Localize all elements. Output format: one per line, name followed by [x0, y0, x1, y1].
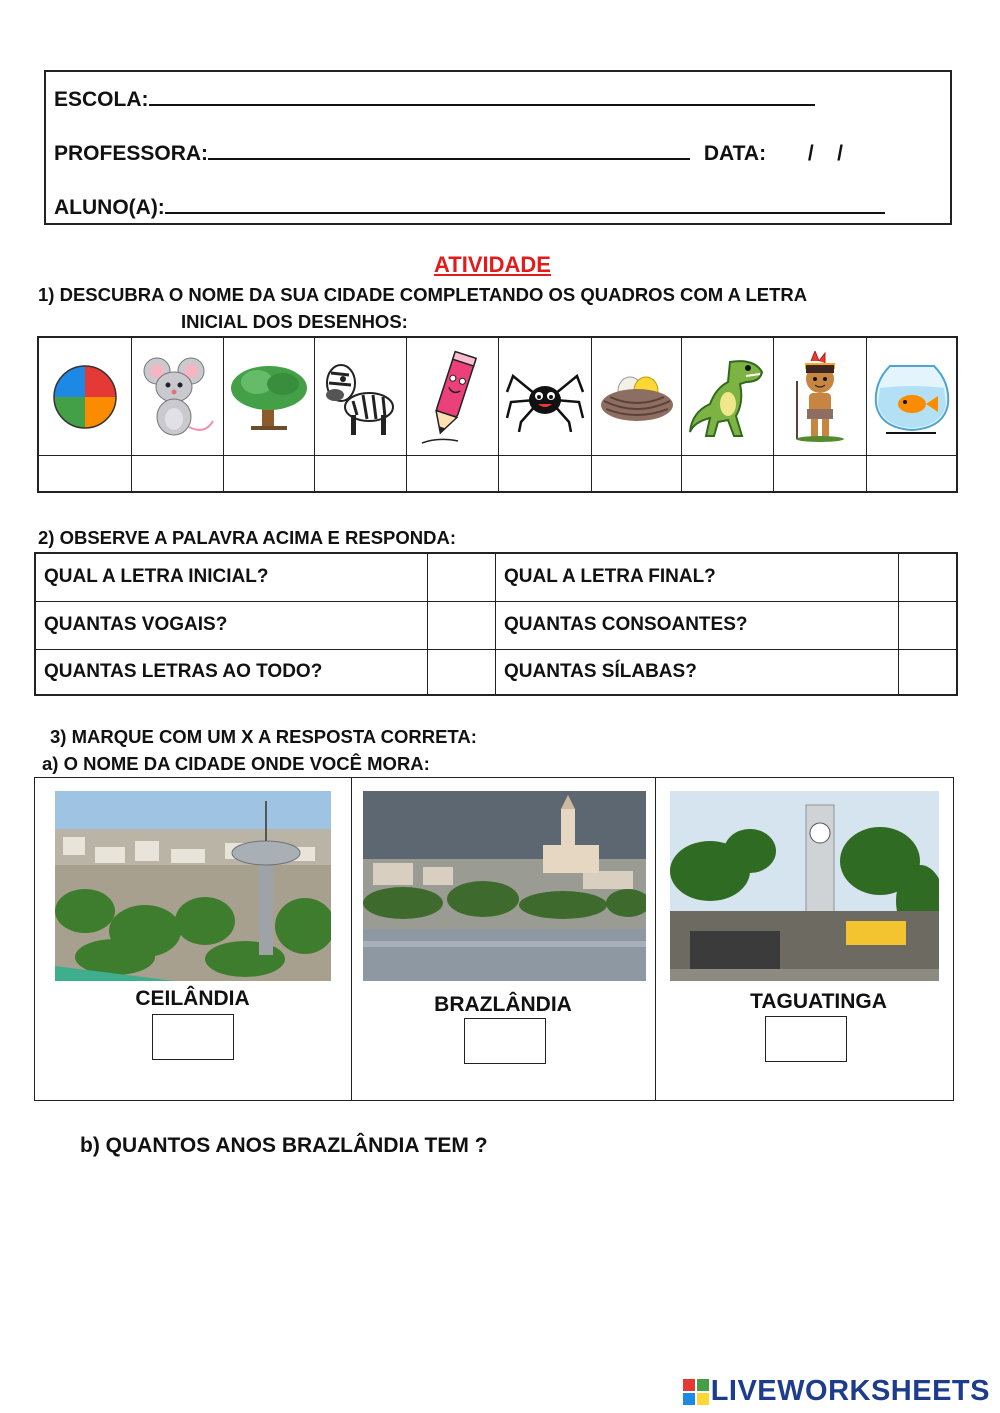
dinosaur-icon [688, 352, 768, 442]
q3-heading: 3) MARQUE COM UM X A RESPOSTA CORRETA: [50, 726, 477, 747]
data-slashes[interactable]: / / [807, 142, 843, 165]
answer-box-5[interactable] [407, 455, 499, 492]
zebra-icon [321, 355, 401, 439]
answer-initial-letter[interactable] [429, 554, 493, 600]
picture-cell-spider [499, 338, 592, 455]
ball-icon [52, 364, 118, 430]
aluno-field[interactable] [165, 194, 885, 214]
ceilandia-photo [55, 791, 331, 981]
city-column-1 [35, 778, 352, 1100]
answer-box-10[interactable] [867, 455, 957, 492]
answer-box-2[interactable] [132, 455, 224, 492]
professora-label: PROFESSORA: [54, 142, 209, 165]
brand-logo [683, 1375, 990, 1408]
indian-boy-icon [785, 351, 855, 443]
picture-cell-dinosaur [682, 338, 774, 455]
checkbox-ceilandia[interactable] [152, 1014, 234, 1060]
q-syllables: QUANTAS SÍLABAS? [504, 661, 697, 682]
answer-box-7[interactable] [592, 455, 682, 492]
answer-total-letters[interactable] [429, 651, 493, 694]
q-final-letter: QUAL A LETRA FINAL? [504, 566, 716, 587]
brazlandia-photo [363, 791, 646, 981]
tree-icon [229, 362, 309, 432]
escola-label: ESCOLA: [54, 88, 149, 111]
header-box [44, 70, 952, 225]
picture-grid [37, 336, 958, 493]
answer-box-3[interactable] [224, 455, 315, 492]
professora-field[interactable] [208, 140, 690, 160]
picture-cell-ball [39, 338, 132, 455]
answer-consonants[interactable] [900, 603, 956, 648]
q1-line1: 1) DESCUBRA O NOME DA SUA CIDADE COMPLETANDO OS QUADROS COM A LETRA [38, 284, 808, 305]
answer-syllables[interactable] [900, 651, 956, 694]
city-column-3 [656, 778, 953, 1100]
answer-vowels[interactable] [429, 603, 493, 648]
question-table [34, 552, 958, 696]
picture-cell-tree [224, 338, 315, 455]
answer-box-6[interactable] [499, 455, 592, 492]
picture-cell-indian-boy [774, 338, 867, 455]
spider-icon [505, 362, 585, 432]
escola-line [54, 86, 815, 112]
activity-title: ATIVIDADE [434, 252, 551, 277]
q-total-letters: QUANTAS LETRAS AO TODO? [44, 661, 323, 682]
picture-cell-nest [592, 338, 682, 455]
answer-box-1[interactable] [39, 455, 132, 492]
q-initial-letter: QUAL A LETRA INICIAL? [44, 566, 269, 587]
q3-sub-a: a) O NOME DA CIDADE ONDE VOCÊ MORA: [42, 753, 430, 774]
picture-cell-fishbowl [867, 338, 957, 455]
q-consonants: QUANTAS CONSOANTES? [504, 614, 748, 635]
answer-box-8[interactable] [682, 455, 774, 492]
picture-cell-zebra [315, 338, 407, 455]
aluno-line [54, 194, 885, 220]
picture-cell-mouse [132, 338, 224, 455]
city-name-brazlandia: BRAZLÂNDIA [434, 993, 572, 1016]
q-vowels: QUANTAS VOGAIS? [44, 614, 228, 635]
fishbowl-icon [872, 358, 952, 436]
escola-field[interactable] [149, 86, 815, 106]
liveworksheets-logo-icon [683, 1379, 709, 1405]
picture-cell-pencil [407, 338, 499, 455]
data-label: DATA: [703, 142, 767, 165]
q2-heading: 2) OBSERVE A PALAVRA ACIMA E RESPONDA: [38, 527, 457, 548]
professora-line [54, 140, 843, 166]
brand-text: LIVEWORKSHEETS [710, 1375, 990, 1407]
answer-final-letter[interactable] [900, 554, 956, 600]
checkbox-brazlandia[interactable] [464, 1018, 546, 1064]
city-name-taguatinga: TAGUATINGA [750, 990, 887, 1013]
nest-icon [598, 369, 676, 425]
checkbox-taguatinga[interactable] [765, 1016, 847, 1062]
city-table [34, 777, 954, 1101]
q1-line2: INICIAL DOS DESENHOS: [181, 311, 408, 332]
aluno-label: ALUNO(A): [54, 196, 165, 219]
city-column-2 [352, 778, 656, 1100]
q3-sub-b: b) QUANTOS ANOS BRAZLÂNDIA TEM ? [80, 1134, 488, 1157]
pencil-icon [418, 349, 488, 445]
taguatinga-photo [670, 791, 939, 981]
city-name-ceilandia: CEILÂNDIA [135, 987, 250, 1010]
mouse-icon [139, 355, 217, 439]
answer-box-4[interactable] [315, 455, 407, 492]
answer-box-9[interactable] [774, 455, 867, 492]
